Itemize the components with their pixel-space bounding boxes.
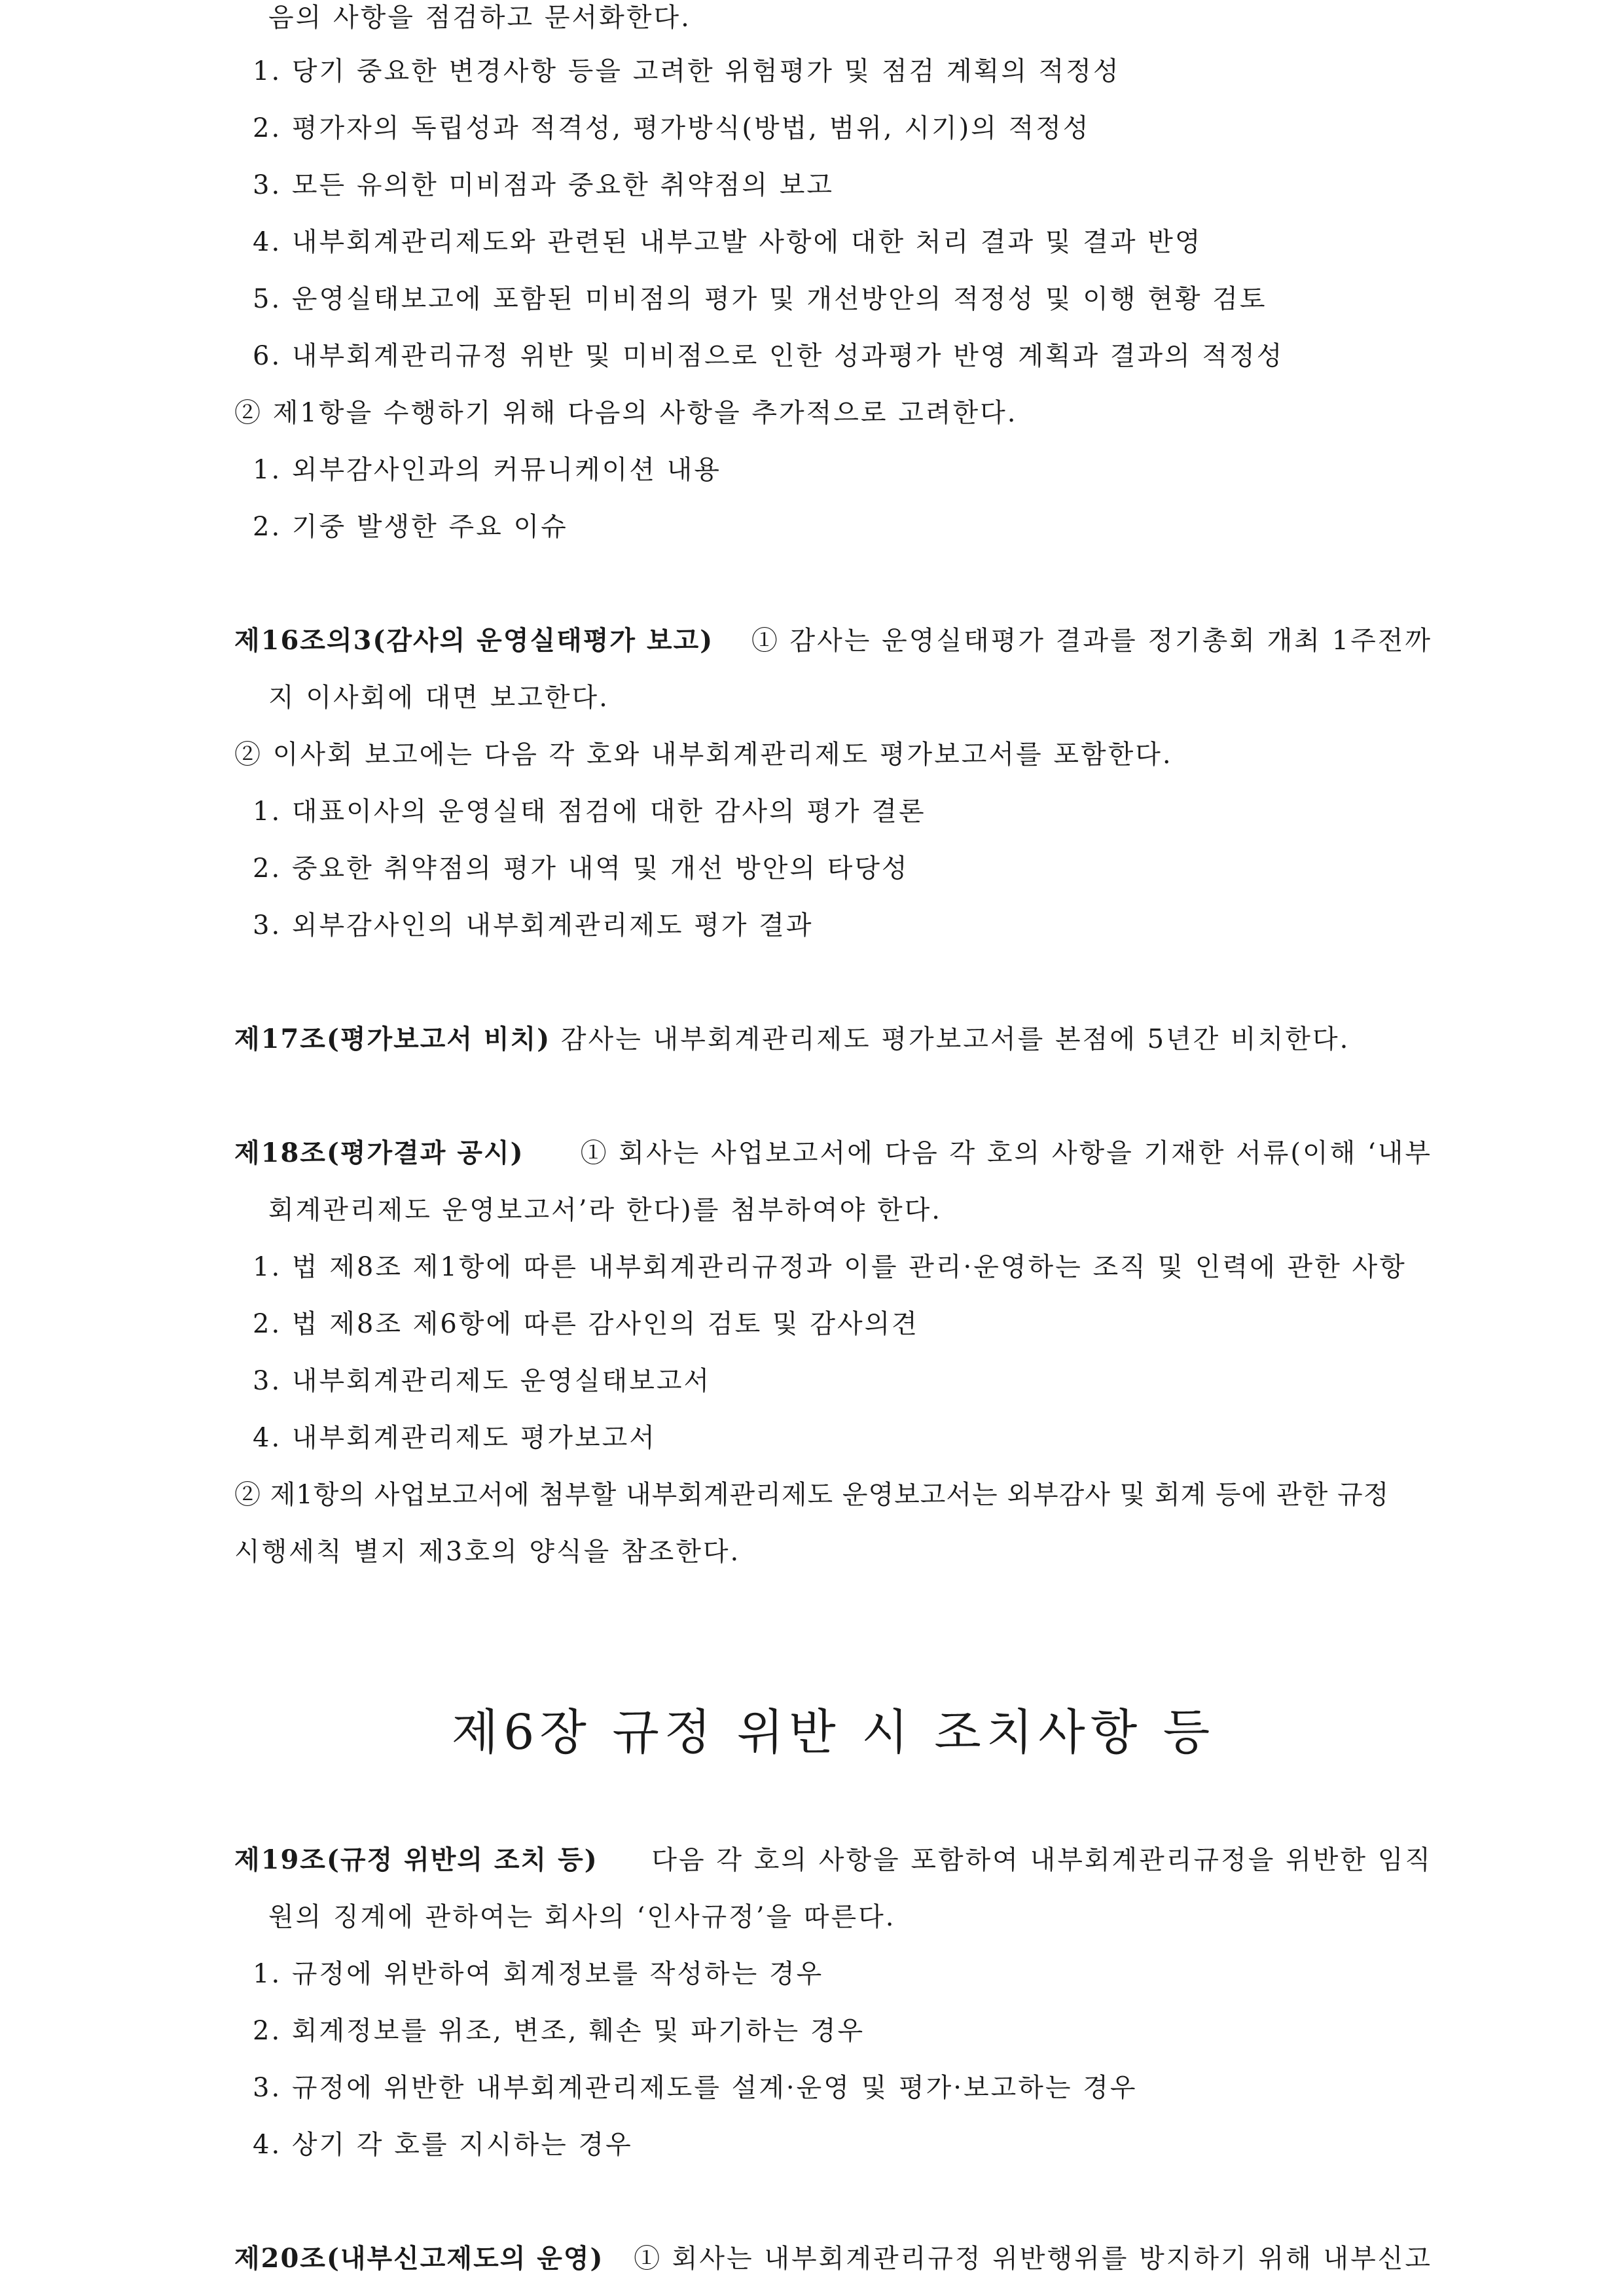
chapter-title: 제6장 규정 위반 시 조치사항 등 <box>451 1704 1216 1761</box>
list-item: 3. 규정에 위반한 내부회계관리제도를 설계·운영 및 평가·보고하는 경우 <box>253 2073 1138 2103</box>
list-item: 2. 평가자의 독립성과 적격성, 평가방식(방법, 범위, 시기)의 적정성 <box>253 113 1091 143</box>
list-item: 6. 내부회계관리규정 위반 및 미비점으로 인한 성과평가 반영 계획과 결과의 적정성 <box>253 341 1284 371</box>
paragraph: ② 이사회 보고에는 다음 각 호와 내부회계관리제도 평가보고서를 포함한다. <box>234 740 1173 770</box>
list-item: 1. 당기 중요한 변경사항 등을 고려한 위험평가 및 점검 계획의 적정성 <box>253 56 1121 86</box>
list-item: 1. 외부감사인과의 커뮤니케이션 내용 <box>253 455 721 485</box>
article-19-first-line <box>234 1842 1432 1878</box>
article-text: ① 회사는 사업보고서에 다음 각 호의 사항을 기재한 서류(이해 ‘내부 <box>580 1138 1432 1168</box>
list-item: 3. 외부감사인의 내부회계관리제도 평가 결과 <box>253 910 814 941</box>
article-continuation-line: 음의 사항을 점검하고 문서화한다. <box>268 3 691 33</box>
list-item: 2. 법 제8조 제6항에 따른 감사인의 검토 및 감사의견 <box>253 1309 919 1339</box>
article-18-first-line <box>234 1136 1432 1171</box>
article-text: ① 회사는 내부회계관리규정 위반행위를 방지하기 위해 내부신고 <box>634 2244 1432 2274</box>
article-text: ① 감사는 운영실태평가 결과를 정기총회 개최 1주전까 <box>751 626 1432 656</box>
article-heading: 제19조(규정 위반의 조치 등) <box>234 1844 598 1875</box>
list-item: 1. 대표이사의 운영실태 점검에 대한 감사의 평가 결론 <box>253 797 926 827</box>
list-item: 4. 상기 각 호를 지시하는 경우 <box>253 2130 633 2160</box>
list-item: 3. 모든 유의한 미비점과 중요한 취약점의 보고 <box>253 170 834 200</box>
article-continuation-line: 원의 징계에 관하여는 회사의 ‘인사규정’을 따른다. <box>268 1902 896 1932</box>
list-item: 4. 내부회계관리제도와 관련된 내부고발 사항에 대한 처리 결과 및 결과 반영 <box>253 227 1202 257</box>
list-item: 2. 중요한 취약점의 평가 내역 및 개선 방안의 타당성 <box>253 853 909 884</box>
article-heading: 제20조(내부신고제도의 운영) <box>234 2243 604 2274</box>
article-16-3-first-line <box>234 623 1432 658</box>
list-item: 2. 기중 발생한 주요 이슈 <box>253 512 568 542</box>
list-item: 3. 내부회계관리제도 운영실태보고서 <box>253 1366 712 1396</box>
paragraph: ② 제1항의 사업보고서에 첨부할 내부회계관리제도 운영보고서는 외부감사 및 회계 등에 관한 규정 <box>234 1480 1390 1510</box>
article-20-first-line <box>234 2241 1432 2276</box>
article-17-line <box>234 1022 1350 1057</box>
list-item: 1. 규정에 위반하여 회계정보를 작성하는 경우 <box>253 1959 824 1989</box>
article-text: 감사는 내부회계관리제도 평가보고서를 본점에 5년간 비치한다. <box>560 1024 1350 1054</box>
article-heading: 제16조의3(감사의 운영실태평가 보고) <box>234 625 714 656</box>
article-text: 다음 각 호의 사항을 포함하여 내부회계관리규정을 위반한 임직 <box>651 1845 1432 1875</box>
paragraph-continuation: 시행세칙 별지 제3호의 양식을 참조한다. <box>234 1537 741 1567</box>
article-heading: 제18조(평가결과 공시) <box>234 1138 524 1168</box>
article-continuation-line: 회계관리제도 운영보고서’라 한다)를 첨부하여야 한다. <box>268 1195 942 1225</box>
paragraph: ② 제1항을 수행하기 위해 다음의 사항을 추가적으로 고려한다. <box>234 398 1018 428</box>
article-continuation-line: 지 이사회에 대면 보고한다. <box>268 683 609 713</box>
article-heading: 제17조(평가보고서 비치) <box>234 1024 551 1054</box>
list-item: 1. 법 제8조 제1항에 따른 내부회계관리규정과 이를 관리·운영하는 조직 및 인력에 관한 사항 <box>253 1252 1407 1282</box>
list-item: 2. 회계정보를 위조, 변조, 훼손 및 파기하는 경우 <box>253 2016 865 2046</box>
list-item: 5. 운영실태보고에 포함된 미비점의 평가 및 개선방안의 적정성 및 이행 현황 검토 <box>253 284 1267 314</box>
list-item: 4. 내부회계관리제도 평가보고서 <box>253 1423 657 1453</box>
